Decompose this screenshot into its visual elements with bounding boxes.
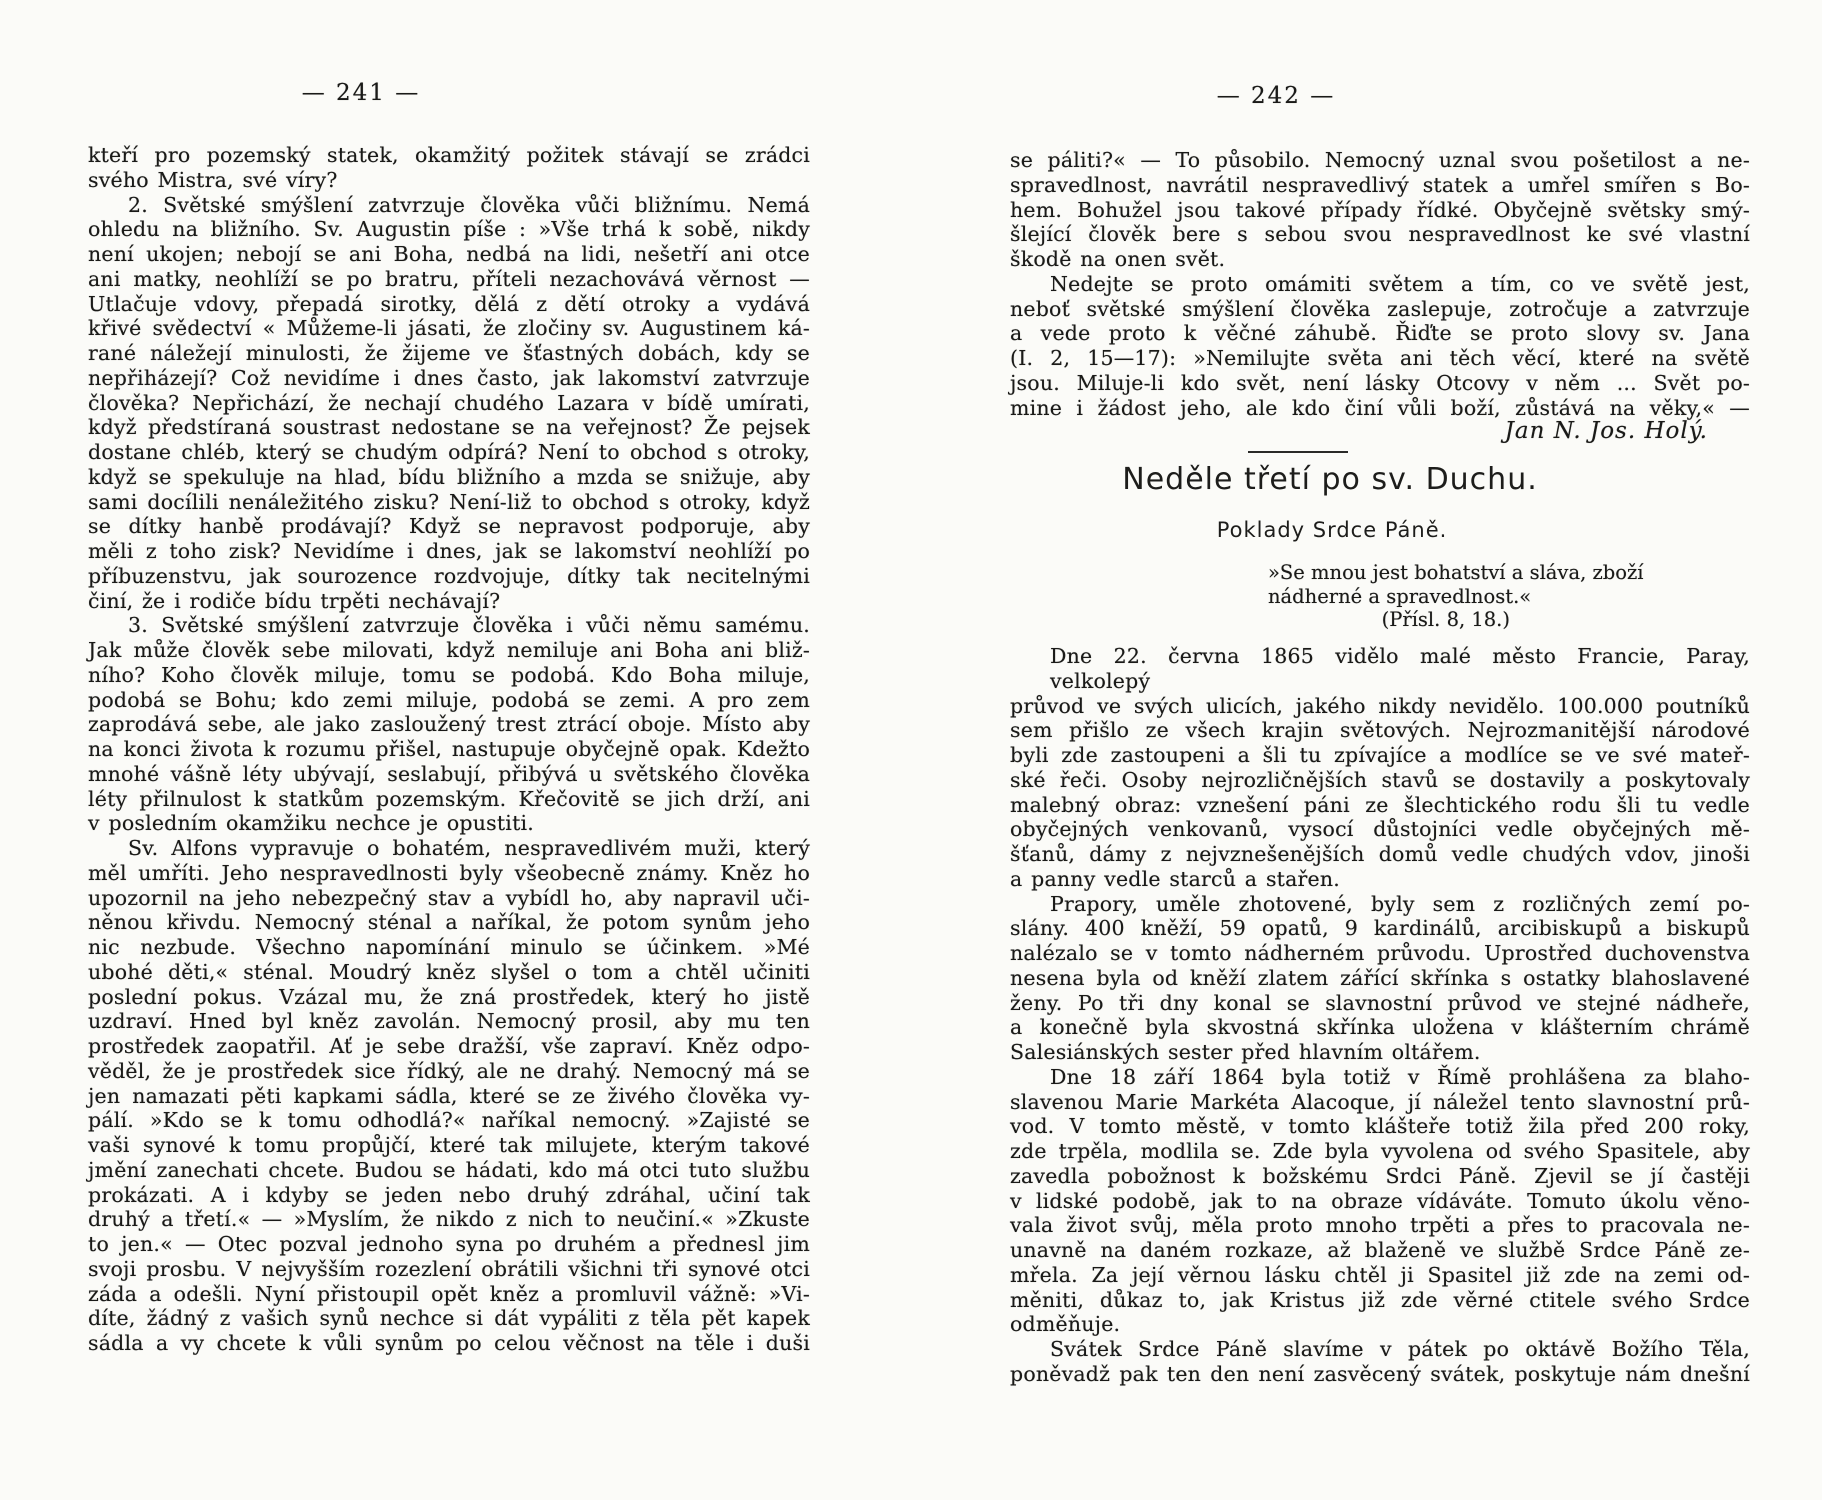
text-line: slavenou Marie Markéta Alacoque, jí náležel tento slavnostní prů-: [1010, 1089, 1750, 1114]
paragraph: [88, 836, 810, 1356]
text-line: neboť světské smýšlení člověka zaslepuje, zotročuje a zatvrzuje: [1010, 296, 1750, 321]
text-line: šlející člověk bere s sebou svou nespravedlnost ke své vlastní: [1010, 222, 1750, 247]
text-line: malebný obraz: vznešení páni ze šlechtického rodu šli tu vedle: [1010, 792, 1750, 817]
article-title: Neděle třetí po sv. Duchu.: [1122, 462, 1538, 497]
text-line: nalézalo se v tomto nádherném průvodu. Uprostřed duchovenstva: [1010, 941, 1750, 965]
text-line: kteří pro pozemský statek, okamžitý požitek stávají se zrádci: [88, 143, 810, 167]
text-line: mnohé vášně léty ubývají, seslabují, přibývá u světského člověka: [88, 761, 810, 786]
text-line: křivé svědectví « Můžeme-li jásati, že zločiny sv. Augustinem ká-: [88, 316, 810, 341]
text-line: a konečně byla skvostná skřínka uložena v klášterním chrámě: [1010, 1015, 1750, 1040]
text-line: zde trpěla, modlila se. Zde byla vyvolena od svého Spasitele, aby: [1010, 1139, 1750, 1163]
text-line: měli z toho zisk? Nevidíme i dnes, jak se lakomství neohlíží po: [88, 539, 810, 563]
text-line: podobá se Bohu; kdo zemi miluje, podobá se zemi. A pro zem: [88, 687, 810, 712]
text-line: svého Mistra, své víry?: [88, 167, 338, 192]
text-line: sádla a vy chcete k vůli synům po celou věčnost na těle i duši: [88, 1331, 810, 1355]
paragraph: [1010, 1337, 1750, 1387]
text-line: člověka? Nepřichází, že nechají chudého Lazara v bídě umírati,: [88, 390, 810, 415]
text-line: v lidské podobě, jak to na obraze vídáváte. Tomuto úkolu věno-: [1010, 1188, 1750, 1213]
text-line: obyčejných venkovanů, vysocí důstojníci vedle obyčejných mě-: [1010, 817, 1750, 842]
text-line: měl umříti. Jeho nespravedlnosti byly všeobecně známy. Kněz ho: [88, 860, 810, 885]
text-line: poslední pokus. Vzázal mu, že zná prostředek, který ho jistě: [88, 984, 810, 1009]
author-signature: Jan N. Jos. Holý.: [1504, 418, 1708, 444]
text-line: pálí. »Kdo se k tomu odhodlá?« naříkal nemocný. »Zajisté se: [88, 1108, 810, 1133]
paragraph: [88, 613, 810, 836]
text-line: průvod ve svých ulicích, jakého nikdy nevidělo. 100.000 poutníků: [1010, 693, 1750, 718]
paragraph: [1010, 1065, 1750, 1337]
text-line: (I. 2, 15—17): »Nemilujte světa ani těch věcí, které na světě: [1010, 346, 1750, 370]
text-line: záda a odešli. Nyní přistoupil opět kněz a promluvil vážně: »Vi-: [88, 1281, 810, 1306]
text-line: nesena byla od kněží zlatem zářící skřínka s ostatky blahoslavené: [1010, 965, 1750, 990]
text-line: odměňuje.: [1010, 1312, 1121, 1337]
text-line: sami docílili nenáležitého zisku? Není-liž to obchod s otroky, když: [88, 489, 810, 514]
epigraph-reference: (Přísl. 8, 18.): [1381, 608, 1510, 631]
text-line: v posledním okamžiku nechce je opustiti.: [88, 811, 534, 836]
section-divider-rule: [1248, 451, 1348, 453]
text-line: Svátek Srdce Páně slavíme v pátek po oktávě Božího Těla,: [1050, 1337, 1750, 1361]
text-line: měniti, důkaz to, jak Kristus již zde věrné ctitele svého Srdce: [1010, 1287, 1750, 1312]
text-line: ani matky, neohlíží se po bratru, příteli nezachovává věrnost —: [88, 266, 810, 291]
text-line: není ukojen; nebojí se ani Boha, nedbá na lidi, nešetří ani otce: [88, 242, 810, 266]
text-line: druhý a třetí.« — »Myslím, že nikdo z nich to neučiní.« »Zkuste: [88, 1207, 810, 1232]
text-line: léty přilnulost k statkům pozemským. Křečovitě se jich drží, ani: [88, 786, 810, 811]
paragraph: [88, 143, 810, 193]
text-line: se páliti?« — To působilo. Nemocný uznal svou pošetilost a ne-: [1010, 148, 1750, 172]
text-line: na konci života k rozumu přišel, nastupuje obyčejně opak. Kdežto: [88, 737, 810, 761]
article-subtitle: Poklady Srdce Páně.: [1216, 518, 1448, 542]
text-line: slány. 400 kněží, 59 opatů, 9 kardinálů, arcibiskupů a biskupů: [1010, 916, 1750, 941]
text-line: uzdraví. Hned byl kněz zavolán. Nemocný prosil, aby mu ten: [88, 1009, 810, 1034]
text-line: se dítky hanbě prodávají? Když se nepravost podporuje, aby: [88, 514, 810, 539]
page-number-right: — 242 —: [1216, 83, 1336, 109]
text-line: škodě na onen svět.: [1010, 247, 1226, 271]
text-line: nic nezbude. Všechno napomínání minulo se účinkem. »Mé: [88, 935, 810, 959]
text-line: poněvadž pak ten den není zasvěcený svátek, poskytuje nám dnešní: [1010, 1361, 1750, 1386]
epigraph-line: nádherné a spravedlnost.«: [1268, 584, 1532, 608]
epigraph: [1268, 561, 1750, 632]
text-line: jmění zanechati chcete. Budou se hádati, kdo má otci tuto službu: [88, 1157, 810, 1182]
text-line: 3. Světské smýšlení zatvrzuje člověka i vůči němu samému.: [128, 613, 810, 638]
text-line: jen namazati pěti kapkami sádla, které se ze živého člověka vy-: [88, 1083, 810, 1108]
text-line: Dne 22. června 1865 vidělo malé město Francie, Paray, velkolepý: [1050, 644, 1750, 693]
text-line: příbuzenstvu, jak sourozence rozdvojuje, dítky tak necitelnými: [88, 563, 810, 588]
text-line: činí, že i rodiče bídu trpěti nechávají?: [88, 588, 501, 613]
text-line: svoji prosbu. V nejvyšším rozezlení obrátili všichni tři synové otci: [88, 1256, 810, 1281]
text-line: prokázati. A i kdyby se jeden nebo druhý zdráhal, učiní tak: [88, 1182, 810, 1207]
text-line: jsou. Miluje-li kdo svět, není lásky Otcovy v něm ... Svět po-: [1010, 370, 1750, 395]
paragraph: [1010, 892, 1750, 1065]
text-line: 2. Světské smýšlení zatvrzuje člověka vůči bližnímu. Nemá: [128, 192, 810, 217]
text-line: zaprodává sebe, ale jako zasloužený trest ztrácí oboje. Místo aby: [88, 712, 810, 737]
paragraph: [1010, 148, 1750, 272]
text-line: to jen.« — Otec pozval jednoho syna po druhém a přednesl jim: [88, 1232, 810, 1256]
text-line: Dne 18 září 1864 byla totiž v Římě prohlášena za blaho-: [1050, 1064, 1750, 1089]
text-line: Nedejte se proto omámiti světem a tím, co ve světě jest,: [1050, 271, 1750, 296]
paragraph: [1010, 272, 1750, 421]
text-line: mine i žádost jeho, ale kdo činí vůli boží, zůstává na věky,« —: [1010, 395, 1750, 420]
text-line: Jak může člověk sebe milovati, když nemiluje ani Boha ani bliž-: [88, 638, 810, 662]
text-line: díte, žádný z vašich synů nechce si dát vypáliti z těla pět kapek: [88, 1306, 810, 1331]
text-line: spravedlnost, navrátil nespravedlivý statek a umřel smířen s Bo-: [1010, 172, 1750, 197]
paragraph: [1010, 644, 1750, 892]
text-line: Prapory, uměle zhotovené, byly sem z rozličných zemí po-: [1050, 891, 1750, 916]
text-line: když se spekuluje na hlad, bídu bližního a mzda se snižuje, aby: [88, 464, 810, 489]
text-line: ního? Koho člověk miluje, tomu se podobá. Kdo Boha miluje,: [88, 662, 810, 687]
page-number-left: — 241 —: [301, 80, 421, 106]
text-line: věděl, že je prostředek sice řídký, ale ne drahý. Nemocný má se: [88, 1058, 810, 1083]
epigraph-line: »Se mnou jest bohatství a sláva, zboží: [1268, 561, 1644, 584]
text-line: mřela. Za její věrnou lásku chtěl ji Spasitel již zde na zemi od-: [1010, 1262, 1750, 1287]
text-line: když předstíraná soustrast nedostane se na veřejnost? Že pejsek: [88, 415, 810, 440]
right-column-article-text: [1010, 644, 1750, 1387]
text-line: vala život svůj, měla proto mnoho trpěti a přes to pracovala ne-: [1010, 1213, 1750, 1238]
text-line: Sv. Alfons vypravuje o bohatém, nespravedlivém muži, který: [128, 836, 810, 860]
text-line: prostředek zaopatřil. Ať je sebe dražší, vše zapraví. Kněz odpo-: [88, 1034, 810, 1058]
text-line: a panny vedle starců a stařen.: [1010, 866, 1340, 891]
text-line: Salesiánských sester před hlavním oltářem.: [1010, 1040, 1481, 1064]
text-line: rané náležejí minulosti, že žijeme ve šťastných dobách, kdy se: [88, 341, 810, 365]
text-line: hem. Bohužel jsou takové případy řídké. Obyčejně světsky smý-: [1010, 197, 1750, 222]
text-line: byli zde zastoupeni a šli tu zpívajíce a modlíce se ve své mateř-: [1010, 743, 1750, 767]
text-line: ženy. Po tři dny konal se slavnostní průvod ve stejné nádheře,: [1010, 990, 1750, 1015]
text-line: nepřiházejí? Což nevidíme i dnes často, jak lakomství zatvrzuje: [88, 365, 810, 390]
text-line: něnou křivdu. Nemocný sténal a naříkal, že potom synům jeho: [88, 910, 810, 935]
text-line: ubohé děti,« sténal. Moudrý kněz slyšel o tom a chtěl učiniti: [88, 959, 810, 984]
text-line: upozornil na jeho nebezpečný stav a vybídl ho, aby napravil uči-: [88, 885, 810, 910]
text-line: vod. V tomto městě, v tomto klášteře totiž žila před 200 roky,: [1010, 1114, 1750, 1139]
text-line: ohledu na bližního. Sv. Augustin píše : »Vše trhá k sobě, nikdy: [88, 217, 810, 242]
right-column-intro-text: [1010, 148, 1750, 420]
text-line: dostane chléb, který se chudým odpírá? Není to obchod s otroky,: [88, 440, 810, 464]
text-line: a vede proto k věčné záhubě. Řiďte se proto slovy sv. Jana: [1010, 321, 1750, 346]
text-line: ské řeči. Osoby nejrozličnějších stavů se dostavily a poskytovaly: [1010, 767, 1750, 792]
text-line: unavně na daném rozkaze, až blaženě ve službě Srdce Páně ze-: [1010, 1238, 1750, 1262]
text-line: Utlačuje vdovy, přepadá sirotky, dělá z dětí otroky a vydává: [88, 291, 810, 316]
text-line: vaši synové k tomu propůjčí, které tak milujete, kterým takové: [88, 1133, 810, 1157]
text-line: zavedla pobožnost k božskému Srdci Páně. Zjevil se jí častěji: [1010, 1163, 1750, 1188]
text-line: sem přišlo ze všech krajin světových. Nejrozmanitější národové: [1010, 718, 1750, 743]
paragraph: [88, 193, 810, 614]
text-line: šťanů, dámy z nejvznešenějších domů vedle chudých vdov, jinoši: [1010, 842, 1750, 866]
left-column-text: [88, 143, 810, 1356]
